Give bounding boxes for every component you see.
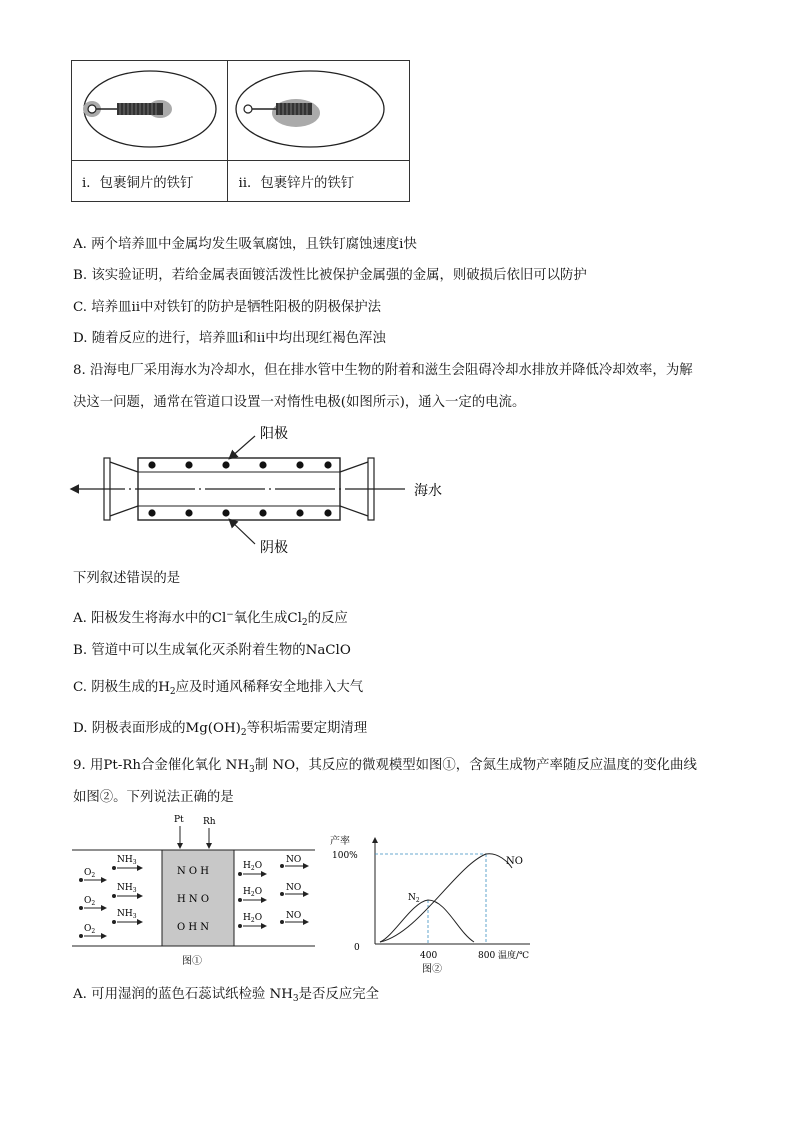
- nh3-sub-3: 3: [132, 913, 137, 920]
- o2-label-1: O: [84, 868, 92, 878]
- h2o-sub-1: 2: [250, 865, 255, 872]
- caption-zinc-nail: ⅱ．包裹锌片的铁钉: [228, 161, 410, 202]
- q8-option-a-mid: 氧化生成: [233, 611, 288, 626]
- no-label-3: NO: [286, 911, 302, 921]
- yield-temperature-chart: [328, 830, 558, 980]
- h2o-o-3: O: [254, 913, 263, 923]
- origin-label: 0: [354, 943, 360, 953]
- h2o-label-2: H: [243, 887, 251, 897]
- nh3-subscript: 3: [249, 765, 255, 775]
- y-tick-100: 100%: [332, 851, 358, 861]
- caption-copper-nail: ⅰ．包裹铜片的铁钉: [72, 161, 228, 202]
- q8-option-a-pre: A. 阳极发生将海水中的: [73, 611, 212, 626]
- h2o-sub-3: 2: [250, 917, 255, 924]
- nh3-molecule-2: [112, 883, 142, 898]
- q8-option-d-pre: D. 阴极表面形成的: [73, 721, 186, 736]
- q9-option-a-sub: 3: [292, 994, 299, 1004]
- nh3-molecule-3: [112, 909, 142, 924]
- no-molecule-3: [280, 911, 308, 924]
- nh3-molecule-1: [112, 855, 142, 870]
- n2-subscript: 2: [415, 897, 420, 904]
- q7-option-a: A. 两个培养皿中金属均发生吸氧腐蚀，且铁钉腐蚀速度ⅰ快: [73, 237, 417, 252]
- h2o-o-2: O: [254, 887, 263, 897]
- nh3-label-1: NH: [117, 855, 133, 865]
- hydrogen-formula: H: [158, 680, 170, 695]
- svg-text:O2: [84, 868, 95, 879]
- q7-option-b: B. 该实验证明，若给金属表面镀活泼性比被保护金属强的金属，则破损后依旧可以防护: [73, 268, 587, 283]
- q8-option-b-pre: B. 管道中可以生成氧化灭杀附着生物的: [73, 643, 306, 658]
- nh3-label-3: NH: [117, 909, 133, 919]
- pipe-electrode-figure: [60, 420, 480, 560]
- o2-sub-2: 2: [91, 900, 96, 907]
- n2-label: N: [408, 893, 416, 903]
- no-label-2: NO: [286, 883, 302, 893]
- q9-stem-post: 制 NO，其反应的微观模型如图①，含氮生成物产率随反应温度的变化曲线: [254, 758, 697, 773]
- q9-stem-pre: 9. 用Pt-Rh合金催化氧化 NH: [73, 758, 250, 773]
- mgoh2-formula: Mg(OH): [185, 721, 241, 736]
- h2o-label-3: H: [243, 913, 251, 923]
- mgoh2-subscript: 2: [240, 728, 247, 738]
- o2-molecule-1: [79, 868, 106, 882]
- hydrogen-subscript: 2: [169, 687, 176, 697]
- dish-cell-zinc: [228, 61, 410, 161]
- nh3-sub-2: 3: [132, 887, 137, 894]
- chlorine-subscript: 2: [301, 618, 308, 628]
- experiment-table: [71, 60, 410, 202]
- petri-dish-copper-figure: [72, 61, 227, 156]
- figure-2-caption: 图②: [422, 964, 442, 975]
- petri-dish-zinc-figure: [228, 61, 408, 156]
- svg-text:NH3: [117, 855, 137, 866]
- q8-option-d-post: 等积垢需要定期清理: [246, 721, 368, 736]
- h2o-molecule-1: [238, 861, 266, 876]
- svg-text:NH3: [117, 909, 137, 920]
- pt-label: Pt: [174, 815, 184, 825]
- figure-1-caption: 图①: [182, 956, 202, 967]
- chlorine-formula: Cl: [287, 611, 302, 626]
- no-molecule-1: [280, 855, 308, 868]
- rh-label: Rh: [203, 817, 216, 827]
- y-axis-label: 产率: [330, 836, 350, 847]
- h2o-o-1: O: [254, 861, 263, 871]
- n2-curve: [380, 900, 474, 942]
- no-molecule-2: [280, 883, 308, 896]
- x-axis-label: 温度/℃: [498, 951, 530, 961]
- svg-text:H2O: [243, 913, 262, 924]
- svg-text:NH3: [117, 883, 137, 894]
- o2-sub-1: 2: [91, 872, 96, 879]
- q8-stem-line1: 8. 沿海电厂采用海水为冷却水，但在排水管中生物的附着和滋生会阻碍冷却水排放并降低冷却效率，为解: [73, 363, 693, 378]
- q8-prompt: 下列叙述错误的是: [73, 571, 181, 586]
- q9-option-a-pre: A. 可用湿润的蓝色石蕊试纸检验 NH: [73, 987, 293, 1002]
- seawater-label: 海水: [414, 483, 442, 499]
- q8-option-c-pre: C. 阴极生成的: [73, 680, 159, 695]
- q9-stem-line1: [73, 757, 697, 779]
- o2-molecule-2: [79, 896, 106, 910]
- q8-option-c-post: 应及时通风稀释安全地排入大气: [175, 680, 364, 695]
- o2-label-2: O: [84, 896, 92, 906]
- q7-option-d: D. 随着反应的进行，培养皿ⅰ和ⅱ中均出现红褐色浑浊: [73, 331, 386, 346]
- no-curve: [380, 854, 512, 942]
- o2-sub-3: 2: [91, 928, 96, 935]
- svg-text:O2: [84, 896, 95, 907]
- anode-label: 阳极: [260, 426, 288, 442]
- q8-option-a: [73, 606, 348, 632]
- no-label-1: NO: [286, 855, 302, 865]
- x-tick-400: 400: [420, 951, 438, 961]
- nh3-sub-1: 3: [132, 859, 137, 866]
- svg-text:H2O: [243, 861, 262, 872]
- h2o-sub-2: 2: [250, 891, 255, 898]
- dish-cell-copper: [72, 61, 228, 161]
- surface-row-3: O H N: [177, 922, 210, 933]
- h2o-molecule-3: [238, 913, 266, 928]
- q8-option-d: [73, 720, 367, 742]
- chloride-ion: Cl: [211, 611, 227, 626]
- q7-option-c: C. 培养皿ⅱ中对铁钉的防护是牺牲阳极的阴极保护法: [73, 300, 382, 315]
- svg-text:H2O: [243, 887, 262, 898]
- surface-row-2: H N O: [177, 894, 210, 905]
- o2-label-3: O: [84, 924, 92, 934]
- cathode-label: 阴极: [260, 540, 288, 556]
- q8-option-b: [73, 642, 351, 660]
- h2o-molecule-2: [238, 887, 266, 902]
- svg-text:O2: [84, 924, 95, 935]
- nh3-label-2: NH: [117, 883, 133, 893]
- naclo-formula: NaClO: [305, 643, 351, 658]
- surface-row-1: N O H: [177, 866, 210, 877]
- no-series-label: NO: [506, 856, 523, 867]
- q8-option-c: [73, 679, 363, 701]
- q9-option-a: [73, 986, 379, 1008]
- chloride-charge: −: [226, 610, 234, 620]
- h2o-label-1: H: [243, 861, 251, 871]
- q9-stem-line2: 如图②。下列说法正确的是: [73, 790, 234, 805]
- n2-series-label: [408, 893, 420, 904]
- catalyst-model-figure: [70, 812, 320, 972]
- q8-option-a-post: 的反应: [307, 611, 348, 626]
- q9-option-a-post: 是否反应完全: [298, 987, 379, 1002]
- x-tick-800: 800: [478, 951, 496, 961]
- o2-molecule-3: [79, 924, 106, 938]
- q8-stem-line2: 决这一问题，通常在管道口设置一对惰性电极(如图所示)，通入一定的电流。: [73, 395, 526, 410]
